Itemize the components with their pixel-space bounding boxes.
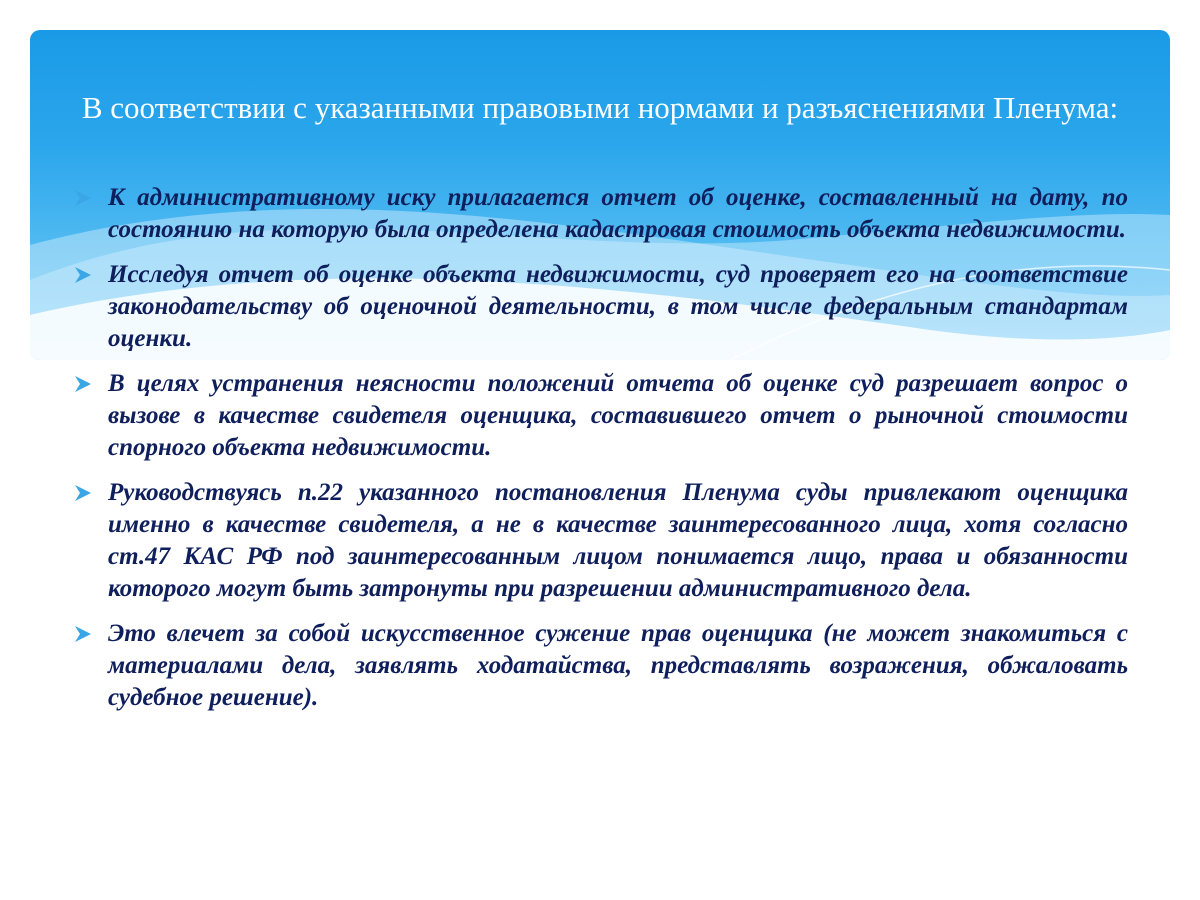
- list-item: [72, 259, 1128, 355]
- slide-title: В соответствии с указанными правовыми нормами и разъяснениями Пленума:: [81, 90, 1119, 125]
- list-item: [72, 182, 1128, 246]
- bullet-text: В целях устранения неясности положений отчета об оценке суд разрешает вопрос о вызове в качестве свидетеля оценщика, составившего отчет о рыночной стоимости спорного объекта недвижимости.: [108, 370, 1128, 461]
- arrow-chevron-icon: [72, 624, 94, 644]
- bullet-list: [72, 182, 1128, 727]
- arrow-chevron-icon: [72, 188, 94, 208]
- bullet-text: Это влечет за собой искусственное сужение прав оценщика (не может знакомиться с материалами дела, заявлять ходатайства, представлять возражения, обжаловать судебное решение).: [108, 620, 1128, 711]
- arrow-chevron-icon: [72, 374, 94, 394]
- bullet-text: Руководствуясь п.22 указанного постановления Пленума суды привлекают оценщика именно в качестве свидетеля, а не в качестве заинтересованного лица, хотя согласно ст.47 КАС РФ под заинтересованным лицом понимается лицо, права и обязанности которого могут быть затронуты при разрешении административного дела.: [108, 479, 1128, 602]
- list-item: [72, 477, 1128, 605]
- bullet-text: Исследуя отчет об оценке объекта недвижимости, суд проверяет его на соответствие законодательству об оценочной деятельности, в том числе федеральным стандартам оценки.: [108, 261, 1128, 352]
- arrow-chevron-icon: [72, 265, 94, 285]
- list-item: [72, 368, 1128, 464]
- arrow-chevron-icon: [72, 483, 94, 503]
- bullet-text: К административному иску прилагается отчет об оценке, составленный на дату, по состоянию на которую была определена кадастровая стоимость объекта недвижимости.: [108, 184, 1128, 243]
- list-item: [72, 618, 1128, 714]
